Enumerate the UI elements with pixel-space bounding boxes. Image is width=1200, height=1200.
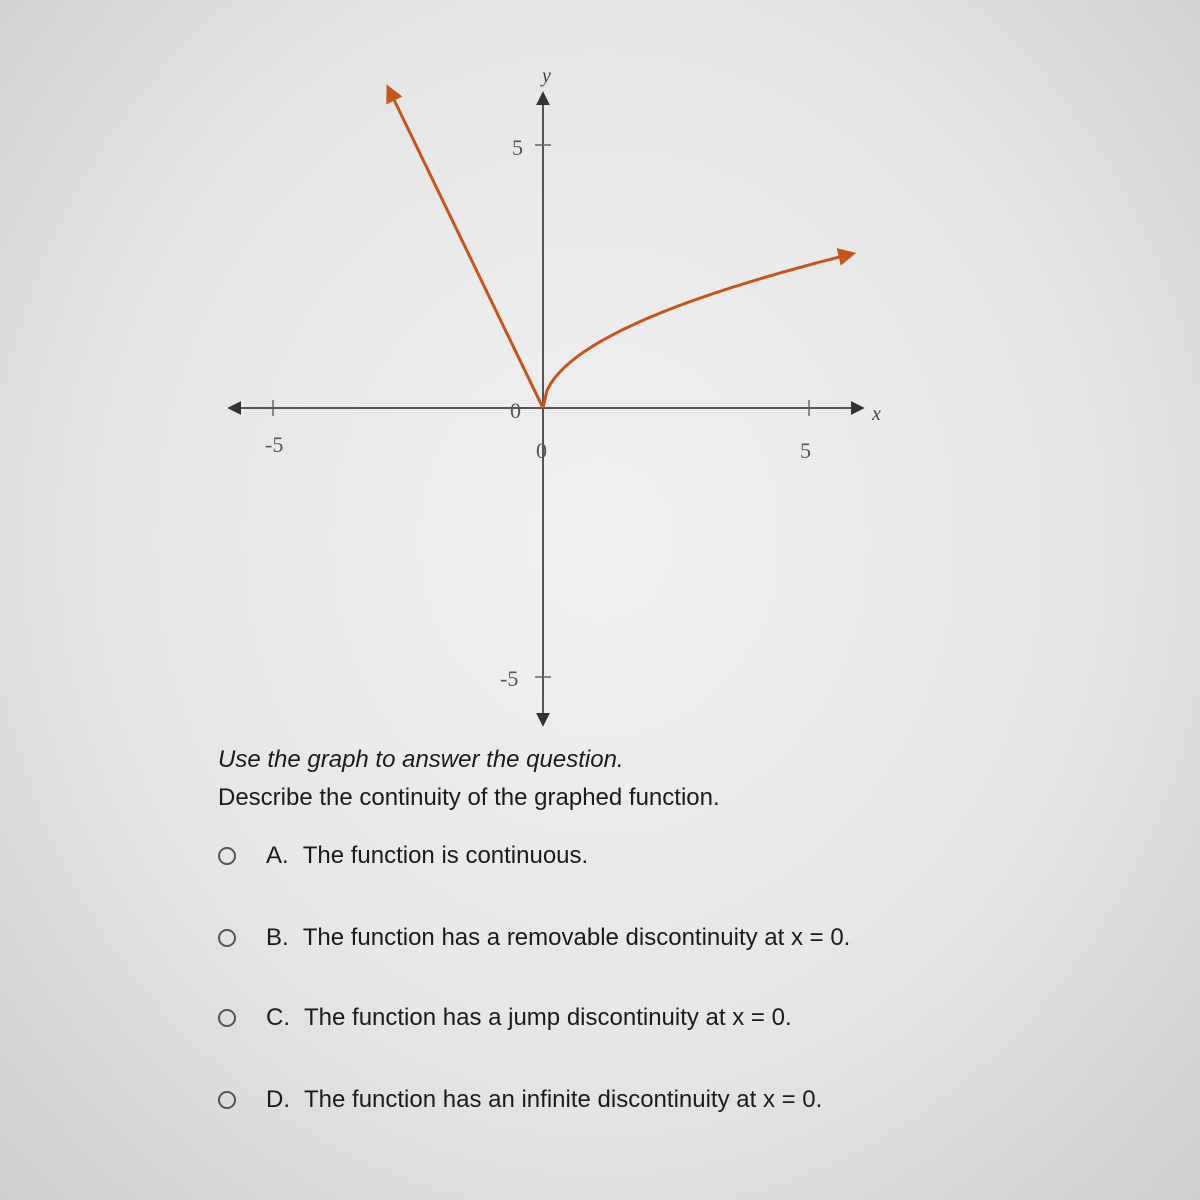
choice-a-text: The function is continuous. xyxy=(302,842,589,869)
y-tick-label-neg5: -5 xyxy=(500,666,519,691)
question-block xyxy=(218,742,1118,1113)
origin-label-x: 0 xyxy=(536,438,547,463)
x-axis-name: x xyxy=(872,403,881,425)
radio-d-icon[interactable] xyxy=(218,1091,236,1109)
x-tick-label-pos5: 5 xyxy=(800,438,811,463)
radio-a-icon[interactable] xyxy=(218,847,236,865)
radio-b-icon[interactable] xyxy=(218,929,236,947)
choice-c[interactable] xyxy=(218,1004,792,1032)
choice-d[interactable] xyxy=(218,1086,822,1114)
choice-b-text: The function has a removable discontinuity at x = 0. xyxy=(302,924,851,951)
choice-d-text: The function has an infinite discontinuity at x = 0. xyxy=(304,1086,823,1113)
y-axis-name: y xyxy=(542,65,551,87)
x-tick-label-neg5: -5 xyxy=(265,432,284,457)
radio-c-icon[interactable] xyxy=(218,1009,236,1027)
choice-c-text: The function has a jump discontinuity at x = 0. xyxy=(304,1004,792,1031)
y-tick-label-pos5: 5 xyxy=(512,135,523,160)
choice-d-letter: D. xyxy=(266,1086,290,1113)
choice-a[interactable] xyxy=(218,842,588,870)
curve-right-sqrt xyxy=(543,254,853,408)
question-stem: Describe the continuity of the graphed function. xyxy=(218,784,720,811)
choice-a-letter: A. xyxy=(266,842,289,869)
choice-b-letter: B. xyxy=(266,924,289,951)
choice-b[interactable] xyxy=(218,924,850,952)
choice-c-letter: C. xyxy=(266,1004,290,1031)
question-prompt: Use the graph to answer the question. xyxy=(218,746,624,773)
origin-label-y: 0 xyxy=(510,398,521,423)
